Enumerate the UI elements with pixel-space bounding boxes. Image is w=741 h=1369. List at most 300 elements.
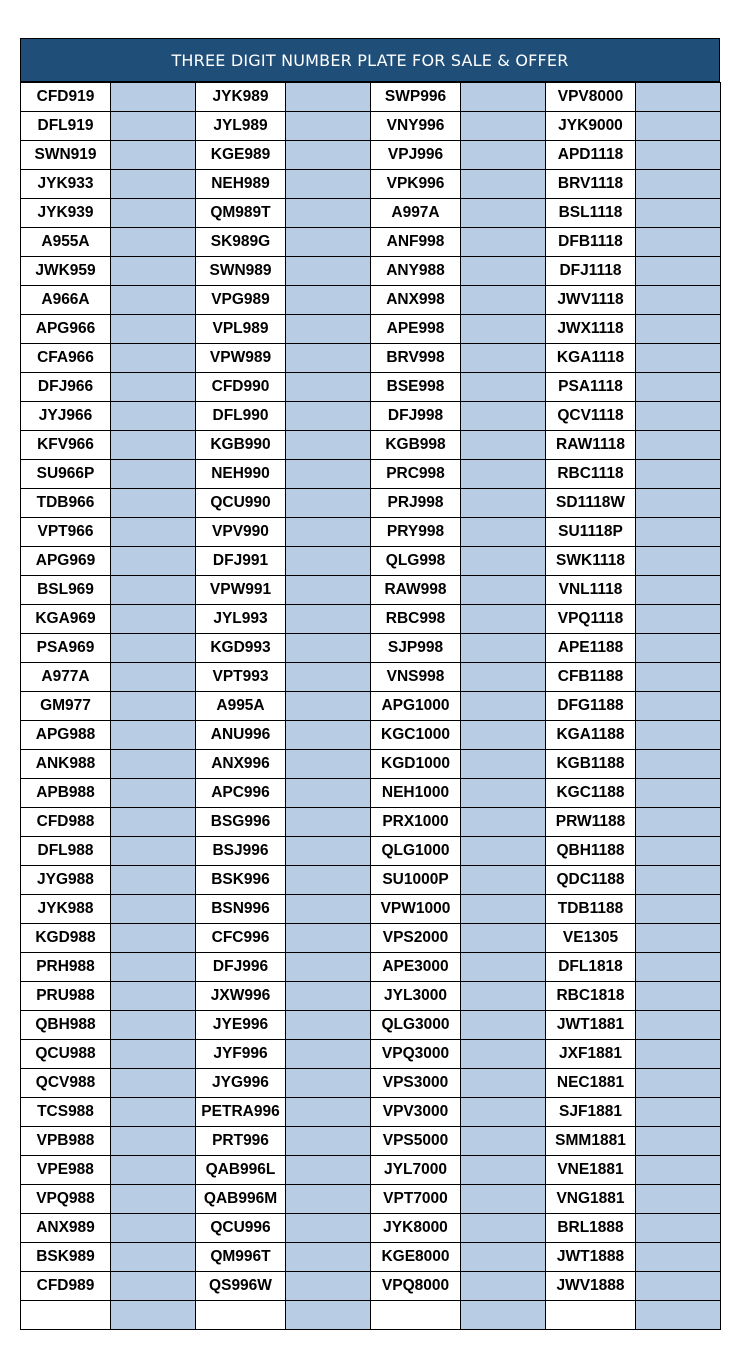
plate-number-cell: CFB1188 — [546, 663, 636, 692]
price-cell — [286, 895, 371, 924]
price-cell — [286, 1156, 371, 1185]
price-cell — [636, 924, 721, 953]
price-cell — [286, 460, 371, 489]
price-cell — [461, 1272, 546, 1301]
plate-number-cell: PRW1188 — [546, 808, 636, 837]
table-row — [21, 1069, 721, 1098]
price-cell — [461, 576, 546, 605]
plate-number-cell: VPW991 — [196, 576, 286, 605]
table-row — [21, 605, 721, 634]
price-cell — [111, 199, 196, 228]
table-row — [21, 1098, 721, 1127]
table-row — [21, 373, 721, 402]
price-cell — [461, 1127, 546, 1156]
price-cell — [286, 431, 371, 460]
price-cell — [111, 518, 196, 547]
plate-number-cell: DFG1188 — [546, 692, 636, 721]
plate-number-cell: VPS5000 — [371, 1127, 461, 1156]
price-cell — [461, 460, 546, 489]
table-row — [21, 924, 721, 953]
table-row — [21, 866, 721, 895]
plate-number-cell: BSK996 — [196, 866, 286, 895]
plate-number-cell: QAB996M — [196, 1185, 286, 1214]
plate-number-cell: SK989G — [196, 228, 286, 257]
price-cell — [111, 866, 196, 895]
plate-number-cell: VPE988 — [21, 1156, 111, 1185]
plate-number-cell: ANX998 — [371, 286, 461, 315]
plate-number-cell: KFV966 — [21, 431, 111, 460]
plate-number-cell: PRH988 — [21, 953, 111, 982]
price-cell — [286, 402, 371, 431]
plate-number-cell: KGC1000 — [371, 721, 461, 750]
price-cell — [461, 286, 546, 315]
plate-number-cell: VPT966 — [21, 518, 111, 547]
plate-number-cell: JXF1881 — [546, 1040, 636, 1069]
price-cell — [286, 228, 371, 257]
price-cell — [461, 1301, 546, 1330]
table-row — [21, 634, 721, 663]
table-row — [21, 1243, 721, 1272]
table-row — [21, 199, 721, 228]
price-cell — [111, 170, 196, 199]
price-cell — [461, 808, 546, 837]
price-cell — [461, 1156, 546, 1185]
price-cell — [111, 257, 196, 286]
table-row — [21, 257, 721, 286]
plate-number-cell: VPV990 — [196, 518, 286, 547]
plate-number-cell: QBH1188 — [546, 837, 636, 866]
price-cell — [636, 779, 721, 808]
plate-number-cell: SU1118P — [546, 518, 636, 547]
price-cell — [111, 547, 196, 576]
price-cell — [286, 518, 371, 547]
plate-number-cell: BRV1118 — [546, 170, 636, 199]
plate-number-cell: JYK9000 — [546, 112, 636, 141]
table-row — [21, 489, 721, 518]
price-cell — [286, 1243, 371, 1272]
price-cell — [286, 953, 371, 982]
price-cell — [286, 605, 371, 634]
plate-number-cell: APE1188 — [546, 634, 636, 663]
price-cell — [636, 402, 721, 431]
plate-number-cell: BSL1118 — [546, 199, 636, 228]
plate-number-cell: A977A — [21, 663, 111, 692]
plate-number-cell: CFD990 — [196, 373, 286, 402]
table-row — [21, 170, 721, 199]
price-cell — [286, 634, 371, 663]
plate-number-cell: QLG1000 — [371, 837, 461, 866]
plate-number-cell: JWK959 — [21, 257, 111, 286]
plate-number-cell: BSE998 — [371, 373, 461, 402]
price-cell — [461, 953, 546, 982]
plate-number-cell: RAW998 — [371, 576, 461, 605]
price-cell — [636, 808, 721, 837]
price-cell — [636, 982, 721, 1011]
plate-number-cell: VPQ3000 — [371, 1040, 461, 1069]
price-cell — [286, 141, 371, 170]
plate-number-cell: QCV1118 — [546, 402, 636, 431]
table-row — [21, 83, 721, 112]
plate-number-cell: ANY988 — [371, 257, 461, 286]
price-cell — [636, 83, 721, 112]
plate-number-cell: APE3000 — [371, 953, 461, 982]
plate-number-cell: ANF998 — [371, 228, 461, 257]
plate-number-cell: BRL1888 — [546, 1214, 636, 1243]
price-cell — [286, 286, 371, 315]
plate-number-cell: PRU988 — [21, 982, 111, 1011]
price-cell — [636, 1040, 721, 1069]
price-cell — [636, 721, 721, 750]
plate-number-cell: VPV3000 — [371, 1098, 461, 1127]
price-cell — [461, 1243, 546, 1272]
price-cell — [461, 373, 546, 402]
plate-number-cell: SWN919 — [21, 141, 111, 170]
table-row — [21, 344, 721, 373]
plate-number-cell: APC996 — [196, 779, 286, 808]
plate-number-cell: BRV998 — [371, 344, 461, 373]
table-row — [21, 721, 721, 750]
price-cell — [636, 431, 721, 460]
plate-number-cell: JYG988 — [21, 866, 111, 895]
plate-number-cell: RBC1118 — [546, 460, 636, 489]
price-cell — [461, 982, 546, 1011]
table-row — [21, 315, 721, 344]
price-cell — [286, 199, 371, 228]
price-cell — [111, 634, 196, 663]
plate-number-cell: PRY998 — [371, 518, 461, 547]
table-row — [21, 141, 721, 170]
price-cell — [111, 1243, 196, 1272]
price-cell — [111, 141, 196, 170]
price-cell — [636, 1243, 721, 1272]
plate-number-cell: PRX1000 — [371, 808, 461, 837]
price-cell — [636, 547, 721, 576]
price-cell — [286, 315, 371, 344]
table-row — [21, 692, 721, 721]
plate-number-cell: PSA969 — [21, 634, 111, 663]
price-cell — [111, 315, 196, 344]
price-cell — [111, 837, 196, 866]
price-cell — [286, 1301, 371, 1330]
plate-number-cell: PRT996 — [196, 1127, 286, 1156]
price-cell — [286, 1040, 371, 1069]
price-cell — [461, 1098, 546, 1127]
price-cell — [636, 1127, 721, 1156]
plate-number-cell: JYG996 — [196, 1069, 286, 1098]
table-row — [21, 431, 721, 460]
price-cell — [286, 170, 371, 199]
plate-number-cell: KGC1188 — [546, 779, 636, 808]
price-cell — [636, 1185, 721, 1214]
price-cell — [286, 1214, 371, 1243]
plate-number-cell: PETRA996 — [196, 1098, 286, 1127]
plate-number-cell: KGD993 — [196, 634, 286, 663]
plate-number-cell: VNS998 — [371, 663, 461, 692]
price-cell — [461, 112, 546, 141]
plate-number-cell: PSA1118 — [546, 373, 636, 402]
plate-number-cell: VPJ996 — [371, 141, 461, 170]
plate-number-cell: RBC998 — [371, 605, 461, 634]
plate-number-cell: VPS2000 — [371, 924, 461, 953]
plate-number-cell: APG969 — [21, 547, 111, 576]
plate-number-cell: JYL3000 — [371, 982, 461, 1011]
price-cell — [286, 1272, 371, 1301]
price-cell — [461, 83, 546, 112]
price-cell — [461, 431, 546, 460]
table-row — [21, 837, 721, 866]
plate-number-cell: GM977 — [21, 692, 111, 721]
price-cell — [111, 344, 196, 373]
plate-number-cell: TCS988 — [21, 1098, 111, 1127]
table-row — [21, 1011, 721, 1040]
table-row — [21, 518, 721, 547]
table-row — [21, 228, 721, 257]
plate-number-cell: JWV1118 — [546, 286, 636, 315]
plate-number-cell: VNG1881 — [546, 1185, 636, 1214]
price-cell — [636, 373, 721, 402]
plate-number-cell: A966A — [21, 286, 111, 315]
plate-number-cell — [546, 1301, 636, 1330]
plate-number-cell: APG1000 — [371, 692, 461, 721]
price-cell — [461, 228, 546, 257]
plate-number-cell: JYJ966 — [21, 402, 111, 431]
plate-number-cell: KGB1188 — [546, 750, 636, 779]
price-cell — [461, 1185, 546, 1214]
price-cell — [286, 982, 371, 1011]
plate-number-cell: JYK988 — [21, 895, 111, 924]
price-cell — [636, 634, 721, 663]
plate-number-cell: RAW1118 — [546, 431, 636, 460]
price-cell — [636, 315, 721, 344]
price-cell — [111, 808, 196, 837]
plate-number-cell: QM996T — [196, 1243, 286, 1272]
price-cell — [111, 750, 196, 779]
table-row — [21, 895, 721, 924]
price-cell — [111, 1272, 196, 1301]
price-cell — [461, 547, 546, 576]
plate-number-cell: VPV8000 — [546, 83, 636, 112]
table-row — [21, 112, 721, 141]
plate-number-cell: VPT993 — [196, 663, 286, 692]
plate-number-cell: A955A — [21, 228, 111, 257]
price-cell — [636, 953, 721, 982]
plate-number-cell: JYK8000 — [371, 1214, 461, 1243]
price-cell — [111, 286, 196, 315]
price-cell — [286, 837, 371, 866]
price-cell — [636, 866, 721, 895]
plate-number-cell: APB988 — [21, 779, 111, 808]
price-cell — [286, 373, 371, 402]
plate-number-cell: VPK996 — [371, 170, 461, 199]
plate-number-cell: JYK989 — [196, 83, 286, 112]
table-row — [21, 750, 721, 779]
price-cell — [461, 1011, 546, 1040]
plate-number-cell: DFJ966 — [21, 373, 111, 402]
plate-number-cell: APE998 — [371, 315, 461, 344]
price-cell — [636, 663, 721, 692]
plate-number-cell: VPQ988 — [21, 1185, 111, 1214]
price-cell — [461, 779, 546, 808]
plate-number-cell: JWV1888 — [546, 1272, 636, 1301]
price-cell — [111, 1185, 196, 1214]
price-cell — [461, 170, 546, 199]
price-cell — [111, 1098, 196, 1127]
price-cell — [111, 1214, 196, 1243]
price-cell — [461, 315, 546, 344]
plate-number-cell: CFD989 — [21, 1272, 111, 1301]
plate-table — [20, 82, 721, 1330]
plate-number-cell: BSN996 — [196, 895, 286, 924]
plate-number-cell: DFJ996 — [196, 953, 286, 982]
price-cell — [286, 1011, 371, 1040]
price-cell — [286, 1098, 371, 1127]
plate-number-cell: QDC1188 — [546, 866, 636, 895]
plate-number-cell: DFL919 — [21, 112, 111, 141]
price-cell — [636, 1214, 721, 1243]
price-cell — [461, 489, 546, 518]
price-cell — [461, 663, 546, 692]
table-row — [21, 1156, 721, 1185]
plate-number-cell: SWP996 — [371, 83, 461, 112]
plate-number-cell: SWN989 — [196, 257, 286, 286]
price-cell — [636, 750, 721, 779]
price-cell — [636, 1272, 721, 1301]
plate-number-cell: CFC996 — [196, 924, 286, 953]
plate-number-cell: KGA1188 — [546, 721, 636, 750]
price-cell — [286, 866, 371, 895]
plate-number-cell: RBC1818 — [546, 982, 636, 1011]
price-cell — [111, 576, 196, 605]
price-cell — [461, 257, 546, 286]
price-cell — [636, 344, 721, 373]
plate-number-cell: DFJ998 — [371, 402, 461, 431]
price-cell — [111, 460, 196, 489]
plate-number-cell: VE1305 — [546, 924, 636, 953]
plate-number-cell: KGB998 — [371, 431, 461, 460]
plate-number-cell: NEH990 — [196, 460, 286, 489]
price-cell — [636, 286, 721, 315]
table-row — [21, 1214, 721, 1243]
price-cell — [636, 1098, 721, 1127]
plate-number-cell: NEH989 — [196, 170, 286, 199]
price-cell — [286, 112, 371, 141]
plate-number-cell: TDB966 — [21, 489, 111, 518]
table-row — [21, 1301, 721, 1330]
plate-number-cell: DFL988 — [21, 837, 111, 866]
plate-number-cell: DFL990 — [196, 402, 286, 431]
plate-number-cell: JWX1118 — [546, 315, 636, 344]
plate-number-cell: KGA969 — [21, 605, 111, 634]
price-cell — [636, 112, 721, 141]
price-cell — [286, 576, 371, 605]
price-cell — [111, 721, 196, 750]
plate-number-cell: A995A — [196, 692, 286, 721]
plate-number-cell: JXW996 — [196, 982, 286, 1011]
plate-number-cell: QLG998 — [371, 547, 461, 576]
price-cell — [461, 199, 546, 228]
plate-number-cell: QCU996 — [196, 1214, 286, 1243]
price-cell — [461, 1040, 546, 1069]
price-cell — [111, 431, 196, 460]
plate-number-cell: JYE996 — [196, 1011, 286, 1040]
plate-number-cell: SMM1881 — [546, 1127, 636, 1156]
plate-number-cell: VPQ8000 — [371, 1272, 461, 1301]
plate-number-cell: VPG989 — [196, 286, 286, 315]
plate-number-cell: NEC1881 — [546, 1069, 636, 1098]
price-cell — [286, 547, 371, 576]
plate-number-cell: APG966 — [21, 315, 111, 344]
price-cell — [286, 1185, 371, 1214]
price-cell — [636, 460, 721, 489]
plate-number-cell: A997A — [371, 199, 461, 228]
price-cell — [286, 257, 371, 286]
plate-number-cell: PRJ998 — [371, 489, 461, 518]
plate-number-cell: QBH988 — [21, 1011, 111, 1040]
price-cell — [461, 1214, 546, 1243]
price-cell — [111, 112, 196, 141]
price-cell — [461, 692, 546, 721]
plate-number-cell — [21, 1301, 111, 1330]
plate-number-cell: JYL7000 — [371, 1156, 461, 1185]
plate-number-cell: VPQ1118 — [546, 605, 636, 634]
plate-number-cell: VPT7000 — [371, 1185, 461, 1214]
price-cell — [461, 895, 546, 924]
plate-number-cell: QCU988 — [21, 1040, 111, 1069]
price-cell — [636, 257, 721, 286]
plate-number-cell: BSJ996 — [196, 837, 286, 866]
price-cell — [111, 402, 196, 431]
sheet-title: THREE DIGIT NUMBER PLATE FOR SALE & OFFER — [20, 38, 720, 82]
price-cell — [111, 373, 196, 402]
plate-number-cell: QM989T — [196, 199, 286, 228]
price-cell — [111, 83, 196, 112]
plate-number-cell: BSG996 — [196, 808, 286, 837]
price-cell — [636, 1301, 721, 1330]
price-cell — [286, 692, 371, 721]
price-cell — [286, 721, 371, 750]
price-cell — [286, 808, 371, 837]
plate-number-cell: SU966P — [21, 460, 111, 489]
price-cell — [286, 750, 371, 779]
plate-number-cell: TDB1188 — [546, 895, 636, 924]
price-cell — [636, 576, 721, 605]
price-cell — [461, 750, 546, 779]
plate-number-cell: QAB996L — [196, 1156, 286, 1185]
plate-number-cell: APG988 — [21, 721, 111, 750]
price-cell — [636, 1069, 721, 1098]
price-cell — [286, 1127, 371, 1156]
plate-number-cell: JYK939 — [21, 199, 111, 228]
plate-number-cell: SD1118W — [546, 489, 636, 518]
price-cell — [636, 199, 721, 228]
plate-number-cell: VPW1000 — [371, 895, 461, 924]
plate-number-cell: KGE989 — [196, 141, 286, 170]
plate-number-cell — [196, 1301, 286, 1330]
price-cell — [461, 1069, 546, 1098]
plate-number-cell: JYK933 — [21, 170, 111, 199]
price-cell — [111, 489, 196, 518]
plate-number-cell: SU1000P — [371, 866, 461, 895]
plate-number-cell: ANK988 — [21, 750, 111, 779]
plate-number-cell: QLG3000 — [371, 1011, 461, 1040]
price-cell — [111, 663, 196, 692]
plate-number-cell: JYF996 — [196, 1040, 286, 1069]
price-cell — [461, 721, 546, 750]
price-cell — [636, 1156, 721, 1185]
plate-number-cell: VNY996 — [371, 112, 461, 141]
plate-number-cell: KGB990 — [196, 431, 286, 460]
plate-number-cell: VPS3000 — [371, 1069, 461, 1098]
